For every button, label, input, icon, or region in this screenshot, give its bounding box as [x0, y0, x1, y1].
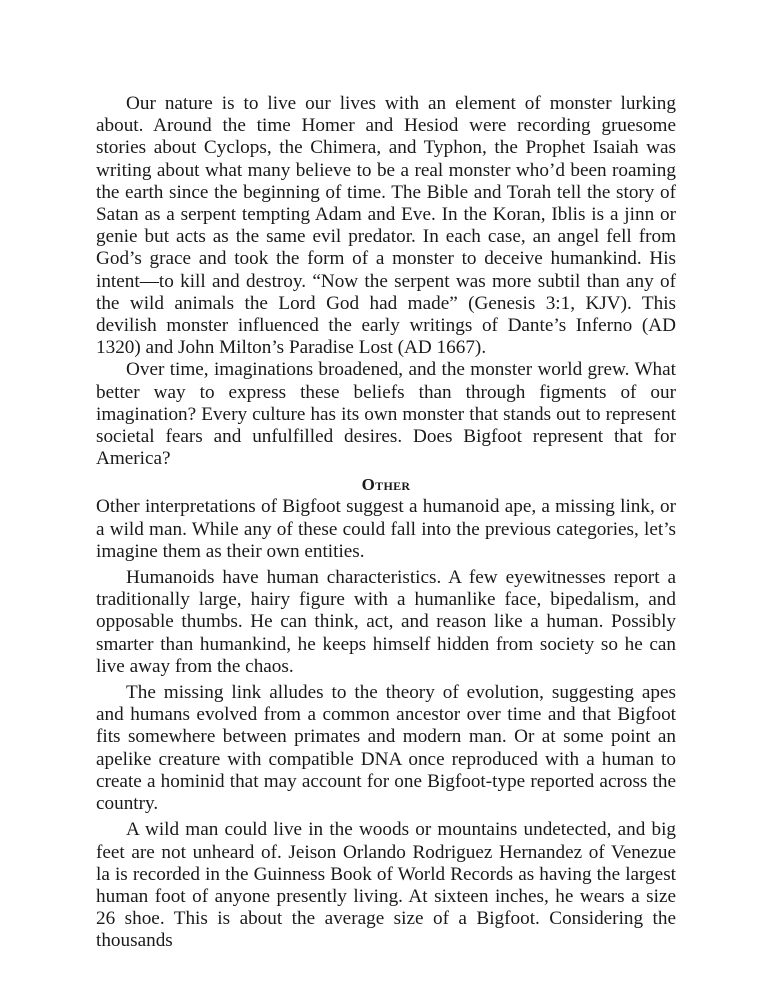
- paragraph-other-interpretations: Other interpretations of Bigfoot suggest a humanoid ape, a missing link, or a wild man. While any of these could fall into the previous categories, let’s imagine them as their own entities.: [96, 496, 676, 562]
- paragraph-missing-link: The missing link alludes to the theory of evolution, suggesting apes and humans evolved from a common ancestor over time and that Bigfoot fits somewhere between primates and modern man. Or at some point an apelike creature with compatible DNA once reproduced with a human to create a hominid that may account for one Bigfoot-type reported across the country.: [96, 682, 676, 815]
- paragraph-monster-nature: Our nature is to live our lives with an element of monster lurking about. Around the time Homer and Hesiod were recording gruesome stories about Cyclops, the Chimera, and Typhon, the Prophet Isaiah was writing about what many believe to be a real monster who’d been roaming the earth since the beginning of time. The Bible and Torah tell the story of Satan as a serpent tempting Adam and Eve. In the Koran, Iblis is a jinn or genie but acts as the same evil predator. In each case, an angel fell from God’s grace and took the form of a monster to deceive humankind. His intent—to kill and destroy. “Now the serpent was more subtil than any of the wild animals the Lord God had made” (Genesis 3:1, KJV). This devilish monster influenced the early writings of Dante’s Inferno (AD 1320) and John Milton’s Paradise Lost (AD 1667).: [96, 93, 676, 359]
- paragraph-humanoids: Humanoids have human characteristics. A few eyewitnesses report a traditionally large, hairy figure with a humanlike face, bipedalism, and opposable thumbs. He can think, act, and reason like a human. Possibly smarter than humankind, he keeps himself hidden from society so he can live away from the chaos.: [96, 567, 676, 677]
- section-heading-other: Other: [361, 475, 411, 495]
- paragraph-wild-man: A wild man could live in the woods or mountains undetected, and big feet are not unheard of. Jeison Orlando Rodriguez Hernandez of Venezue la is recorded in the Guinness Book of World Records as having the largest human foot of anyone presently living. At sixteen inches, he wears a size 26 shoe. This is about the average size of a Bigfoot. Considering the thousands: [96, 819, 676, 952]
- paragraph-imaginations: Over time, imaginations broadened, and the monster world grew. What better way to express these beliefs than through figments of our imagination? Every culture has its own monster that stands out to represent societal fears and unfulfilled desires. Does Bigfoot represent that for America?: [96, 359, 676, 470]
- body-text: [96, 93, 676, 953]
